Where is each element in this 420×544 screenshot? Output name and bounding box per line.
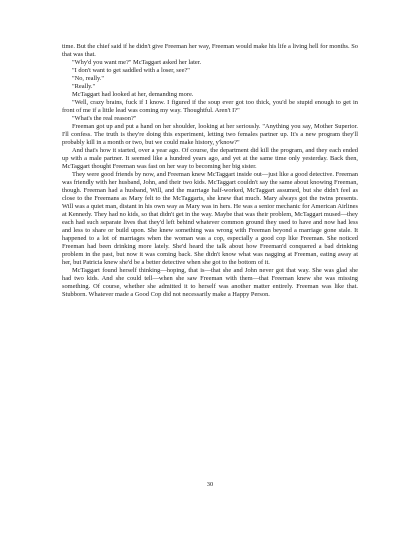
paragraph: "Really." bbox=[72, 83, 96, 91]
paragraph: Freeman got up and put a hand on her shoulder, looking at her seriously. "Anything you say, Mother Superior. I'll confess. The truth is they're doing this experiment, letting two females partner up. It's a new program they'll probably kill in a month or two, but we could make history, y'know?" bbox=[62, 123, 358, 147]
paragraph: time. But the chief said if he didn't give Freeman her way, Freeman would make his life a living hell for months. So that was that. bbox=[62, 43, 358, 59]
paragraph: And that's how it started, over a year ago. Of course, the department did kill the program, and they each ended up with a male partner. It seemed like a hundred years ago, and yet at the same time only yesterday. Back then, McTaggart thought Freeman was fast on her way to becoming her big sister. bbox=[62, 147, 358, 171]
paragraph: "What's the real reason?" bbox=[72, 115, 137, 123]
paragraph: "I don't want to get saddled with a loser, see?" bbox=[72, 67, 190, 75]
paragraph: "Why'd you want me?" McTaggart asked her later. bbox=[72, 59, 202, 67]
page-number: 30 bbox=[206, 481, 214, 488]
paragraph: McTaggart had looked at her, demanding more. bbox=[72, 91, 194, 99]
paragraph: McTaggart found herself thinking—hoping, that is—that she and John never got that way. She was glad she had two kids. And she could tell—when she saw Freeman with them—that Freeman knew she was missing something. Of course, whether she admitted it to herself was another matter entirely. Freeman was like that. Stubborn. Whatever made a Good Cop did not necessarily make a Happy Person. bbox=[62, 267, 358, 299]
body-text bbox=[62, 43, 358, 300]
paragraph: "No, really." bbox=[72, 75, 104, 83]
paragraph: "Well, crazy brains, fuck if I know. I figured if the soup ever got too thick, you'd be stupid enough to get in front of me if a little lead was coming my way. Thoughtful. Aren't I?" bbox=[62, 99, 358, 115]
paragraph: They were good friends by now, and Freeman knew McTaggart inside out—just like a good detective. Freeman was friendly with her husband, John, and their two kids. McTaggart couldn't say the same about knowing Freeman, though. Freeman had a husband, Will, and the marriage half-worked, McTaggart assumed, but she didn't feel as close to the Freemans as Mary felt to the McTaggarts, she knew that much. Mary always got the twins presents. Will was a quiet man, distant in his own way as Mary was in hers. He was a senior mechanic for American Airlines at Kennedy. They had no kids, so that didn't get in the way. Maybe that was their problem, McTaggart mused—they each had such separate lives that they'd left behind whatever common ground they used to have and now had less and less to share or build upon. She knew something was wrong with Freeman beyond a marriage gone stale. It happened to a lot of marriages when the woman was a cop, especially a good cop like Freeman. She noticed Freeman had been drinking more lately. She'd heard the talk about how Freeman'd conquered a bad drinking problem in the past, but now it was coming back. She didn't know what was nagging at Freeman, eating away at her, but Patricia knew she'd be a better detective when she got to the bottom of it. bbox=[62, 171, 358, 267]
